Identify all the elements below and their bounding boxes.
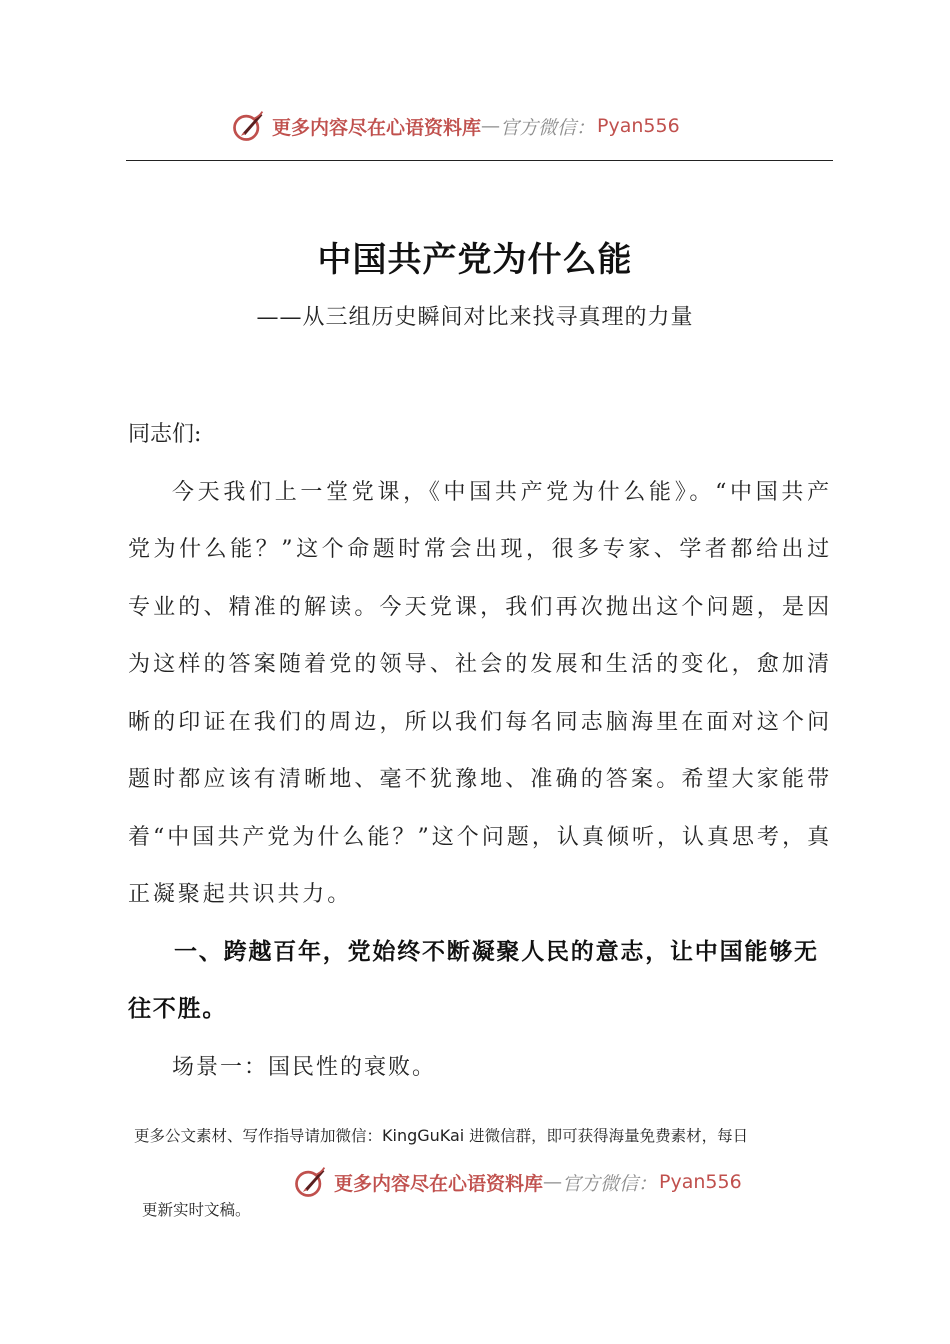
footer-note-line-2: 更新实时文稿。 xyxy=(142,1201,251,1219)
footer-note-prefix: 更多公文素材、写作指导请加微信： xyxy=(134,1127,383,1145)
footer-note xyxy=(134,1124,748,1146)
scene-heading: 场景一：国民性的衰败。 xyxy=(172,1054,437,1080)
header-banner-text: 更多内容尽在心语资料库 xyxy=(272,116,482,139)
salutation: 同志们: xyxy=(128,422,202,447)
footer-banner-wechat-id: Pyan556 xyxy=(659,1171,742,1193)
document-subtitle: ——从三组历史瞬间对比来找寻真理的力量 xyxy=(256,305,694,330)
document-title: 中国共产党为什么能 xyxy=(317,240,633,280)
footer-note-suffix: 进微信群，即可获得海量免费素材，每日 xyxy=(464,1127,749,1145)
footer-banner-text: 更多内容尽在心语资料库 xyxy=(334,1172,544,1195)
header-banner-wechat-label: 官方微信： xyxy=(500,116,596,139)
footer-banner-dash: — xyxy=(543,1171,563,1193)
header-banner-dash: — xyxy=(481,115,501,137)
footer-note-wechat-id: KingGuKai xyxy=(382,1126,465,1145)
header-banner-wechat-id: Pyan556 xyxy=(597,115,680,137)
body-paragraph: 今天我们上一堂党课，《中国共产党为什么能》。“中国共产党为什么能？”这个命题时常会出现，很多专家、学者都给出过专业的、精准的解读。今天党课，我们再次抛出这个问题，是因为这样的答案随着党的领导、社会的发展和生活的变化，愈加清晰的印证在我们的周边，所以我们每名同志脑海里在面对这个问题时都应该有清晰地、毫不犹豫地、准确的答案。希望大家能带着“中国共产党为什么能？”这个问题，认真倾听，认真思考，真正凝聚起共识共力。 xyxy=(128,479,832,907)
footer-banner-wechat-label: 官方微信： xyxy=(562,1172,658,1195)
header-divider xyxy=(126,160,833,161)
section-heading: 一、跨越百年，党始终不断凝聚人民的意志，让中国能够无往不胜。 xyxy=(128,938,819,1022)
header-watermark-banner xyxy=(230,106,680,146)
quill-pen-logo-icon xyxy=(292,1164,328,1200)
quill-pen-logo-icon xyxy=(230,108,266,144)
footer-watermark-banner xyxy=(292,1162,742,1202)
document-body xyxy=(128,406,832,1096)
